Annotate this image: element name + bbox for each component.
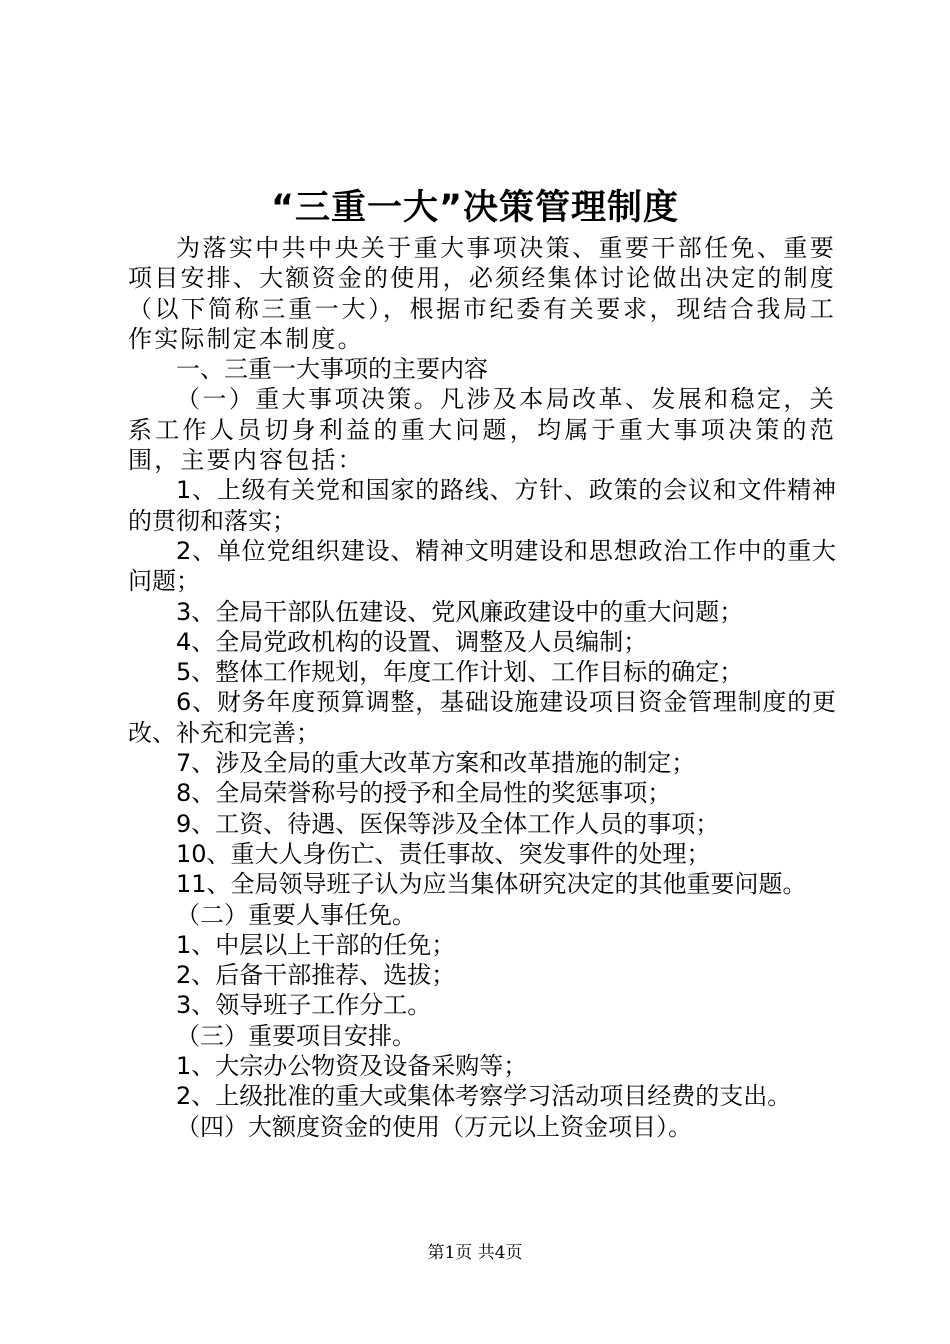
list-item: 3、全局干部队伍建设、党风廉政建设中的重大问题；	[176, 597, 744, 626]
list-item: 11、全局领导班子认为应当集体研究决定的其他重要问题。	[176, 870, 807, 899]
list-item: 4、全局党政机构的设置、调整及人员编制；	[176, 627, 648, 656]
list-item: 7、涉及全局的重大改革方案和改革措施的制定；	[176, 749, 696, 778]
list-item: 8、全局荣誉称号的授予和全局性的奖惩事项；	[176, 779, 672, 808]
page-footer: 第1页 共4页	[427, 1243, 523, 1263]
paragraph-intro: 为落实中共中央关于重大事项决策、重要干部任免、重要项目安排、大额资金的使用，必须经集体讨论做出决定的制度（以下简称三重一大），根据市纪委有关要求，现结合我局工作实际制定本制度。	[128, 234, 836, 353]
document-title: “三重一大”决策管理制度	[270, 188, 679, 228]
list-item: 9、工资、待遇、医保等涉及全体工作人员的事项；	[176, 809, 720, 838]
section-heading: 一、三重一大事项的主要内容	[176, 355, 488, 384]
list-item: 2、上级批准的重大或集体考察学习活动项目经费的支出。	[176, 1082, 792, 1111]
subsection-paragraph: （一）重大事项决策。凡涉及本局改革、发展和稳定，关系工作人员切身利益的重大问题，均属于重大事项决策的范围，主要内容包括：	[128, 385, 836, 475]
subsection-heading: （三）重要项目安排。	[176, 1021, 416, 1050]
document-body	[128, 233, 836, 1142]
list-item: 1、中层以上干部的任免；	[176, 930, 456, 959]
list-item: 2、后备干部推荐、选拔；	[176, 961, 456, 990]
list-item: 1、上级有关党和国家的路线、方针、政策的会议和文件精神的贯彻和落实；	[128, 476, 836, 535]
subsection-heading: （四）大额度资金的使用（万元以上资金项目）。	[176, 1112, 692, 1141]
subsection-heading: （二）重要人事任免。	[176, 900, 416, 929]
list-item: 3、领导班子工作分工。	[176, 991, 432, 1020]
list-item: 5、整体工作规划，年度工作计划、工作目标的确定；	[176, 658, 744, 687]
list-item: 10、重大人身伤亡、责任事故、突发事件的处理；	[176, 839, 711, 868]
list-item: 2、单位党组织建设、精神文明建设和思想政治工作中的重大问题；	[128, 536, 836, 596]
list-item: 6、财务年度预算调整，基础设施建设项目资金管理制度的更改、补充和完善；	[128, 688, 836, 747]
list-item: 1、大宗办公物资及设备采购等；	[176, 1052, 528, 1081]
